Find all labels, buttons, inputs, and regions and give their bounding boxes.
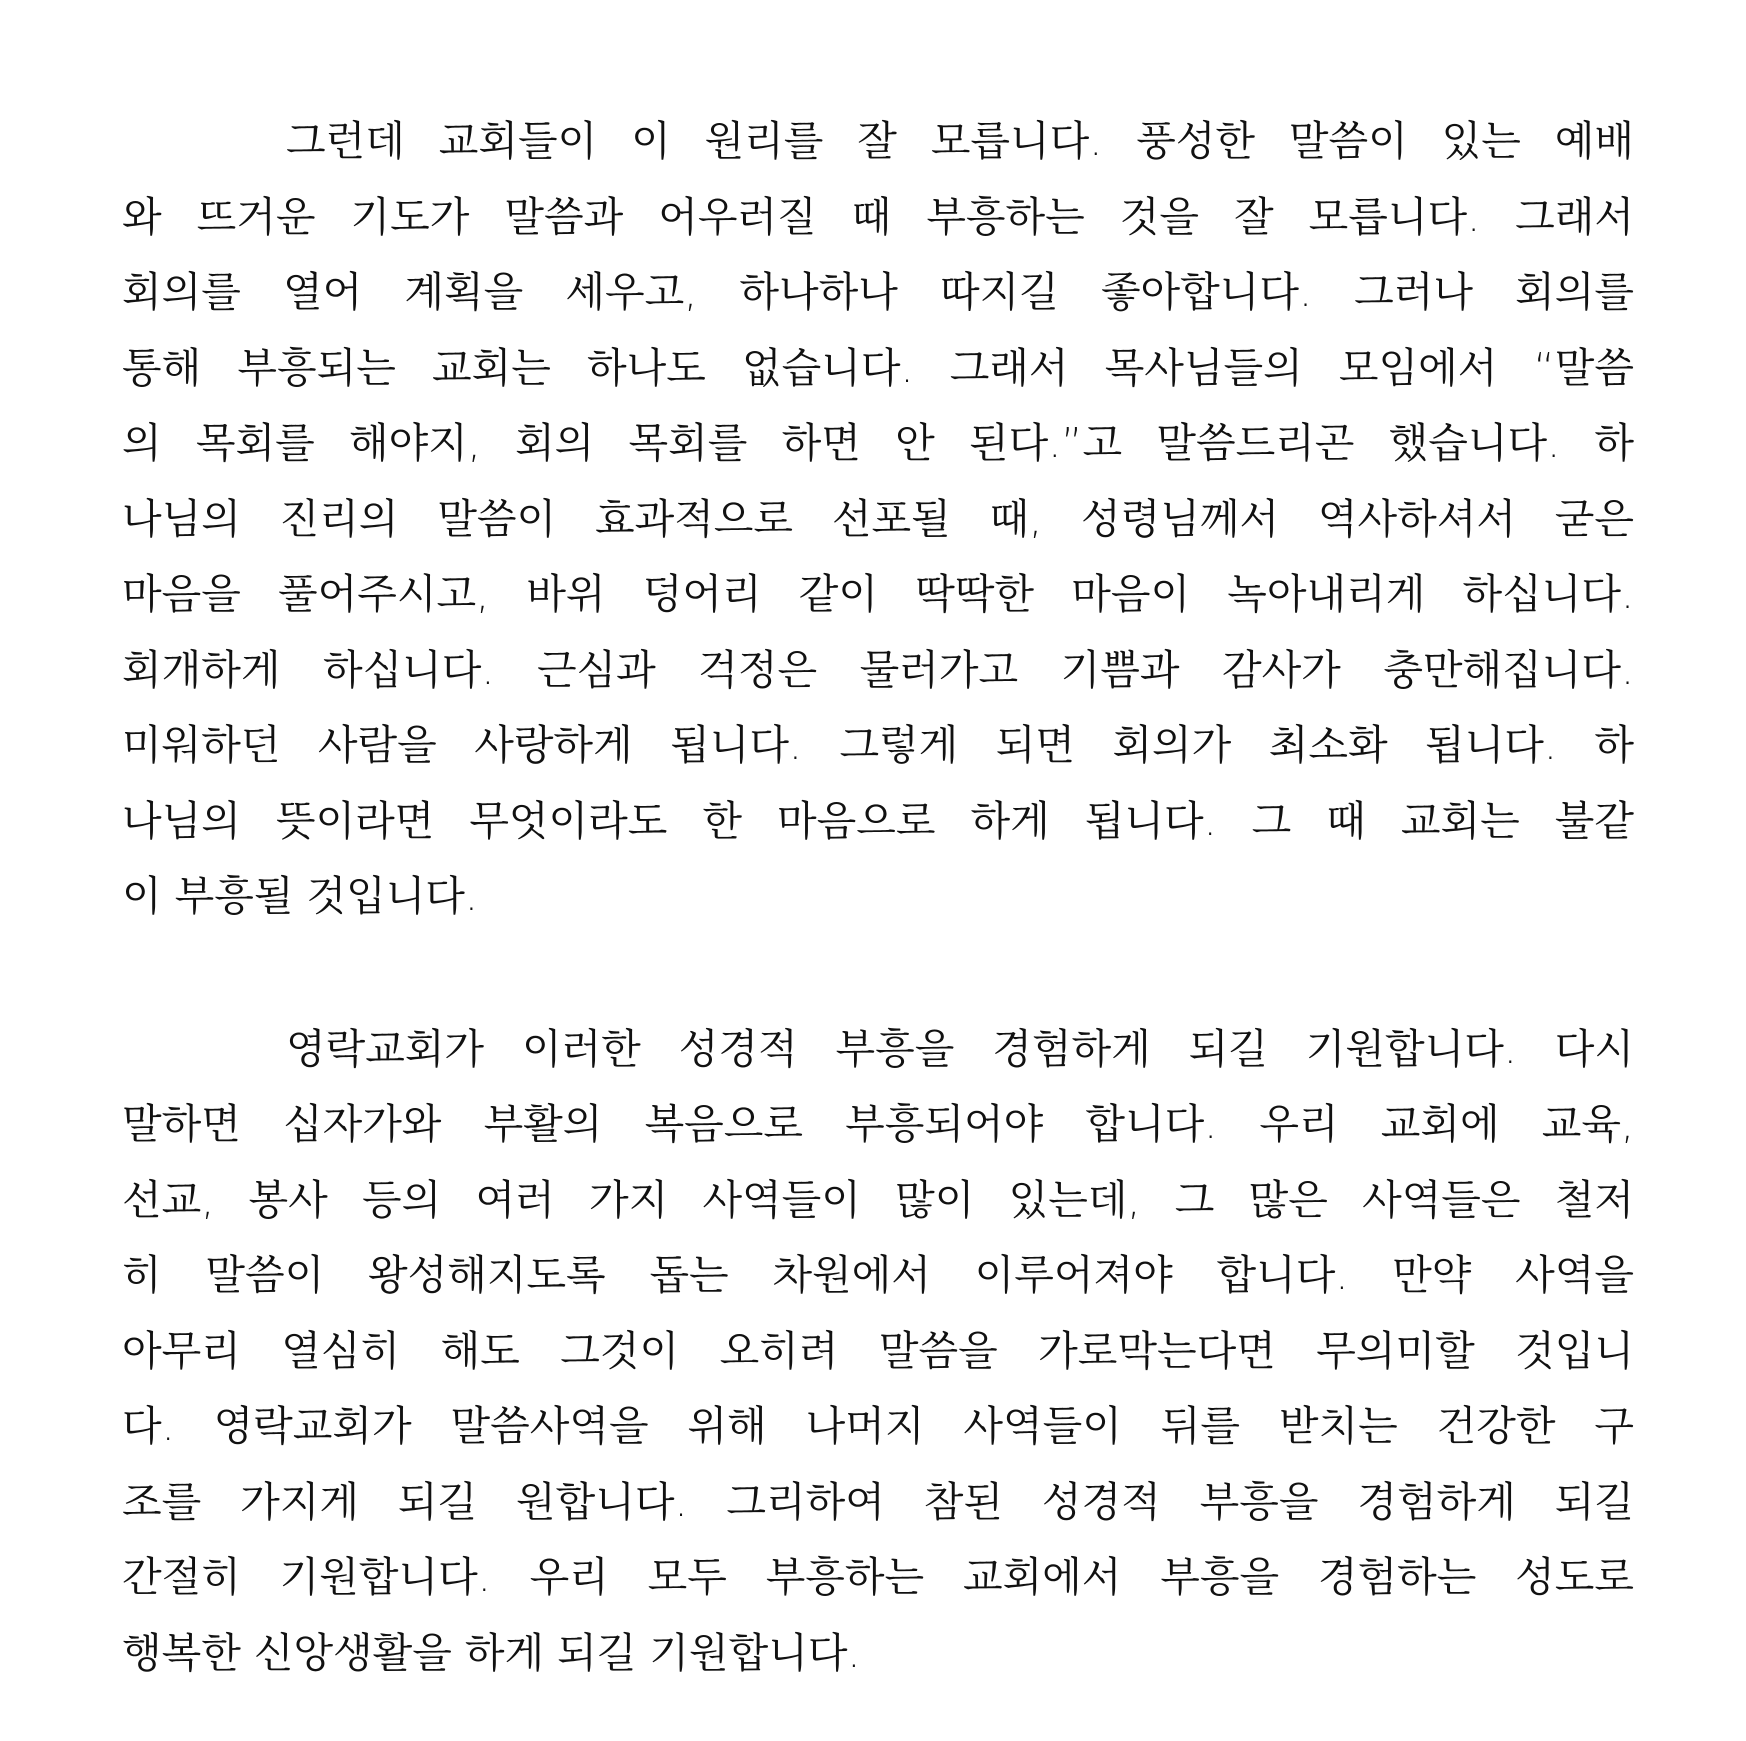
text-line: 말하면 십자가와 부활의 복음으로 부흥되어야 합니다. 우리 교회에 교육, bbox=[122, 1100, 1634, 1148]
text-line: 회개하게 하십니다. 근심과 걱정은 물러가고 기쁨과 감사가 충만해집니다. bbox=[122, 645, 1634, 694]
document-page bbox=[122, 104, 1634, 1691]
text-line: 조를 가지게 되길 원합니다. 그리하여 참된 성경적 부흥을 경험하게 되길 bbox=[122, 1477, 1634, 1526]
text-line: 이 부흥될 것입니다. bbox=[122, 872, 478, 920]
text-line: 마음을 풀어주시고, 바위 덩어리 같이 딱딱한 마음이 녹아내리게 하십니다. bbox=[122, 570, 1634, 618]
text-line: 그런데 교회들이 이 원리를 잘 모릅니다. 풍성한 말씀이 있는 예배 bbox=[286, 117, 1634, 165]
paragraph-2 bbox=[122, 1012, 1634, 1692]
text-line: 회의를 열어 계획을 세우고, 하나하나 따지길 좋아합니다. 그러나 회의를 bbox=[122, 268, 1634, 316]
text-line: 다. 영락교회가 말씀사역을 위해 나머지 사역들이 뒤를 받치는 건강한 구 bbox=[122, 1402, 1634, 1450]
text-line: 의 목회를 해야지, 회의 목회를 하면 안 된다.”고 말씀드리곤 했습니다. 하 bbox=[122, 419, 1634, 467]
text-line: 와 뜨거운 기도가 말씀과 어우러질 때 부흥하는 것을 잘 모릅니다. 그래서 bbox=[122, 192, 1634, 241]
text-line: 선교, 봉사 등의 여러 가지 사역들이 많이 있는데, 그 많은 사역들은 철저 bbox=[122, 1175, 1634, 1224]
text-line: 히 말씀이 왕성해지도록 돕는 차원에서 이루어져야 합니다. 만약 사역을 bbox=[122, 1251, 1634, 1299]
text-line: 간절히 기원합니다. 우리 모두 부흥하는 교회에서 부흥을 경험하는 성도로 bbox=[122, 1553, 1634, 1601]
text-line: 아무리 열심히 해도 그것이 오히려 말씀을 가로막는다면 무의미할 것입니 bbox=[122, 1326, 1634, 1375]
text-line: 나님의 진리의 말씀이 효과적으로 선포될 때, 성령님께서 역사하셔서 굳은 bbox=[122, 494, 1634, 543]
text-line: 영락교회가 이러한 성경적 부흥을 경험하게 되길 기원합니다. 다시 bbox=[286, 1024, 1634, 1073]
text-line: 나님의 뜻이라면 무엇이라도 한 마음으로 하게 됩니다. 그 때 교회는 불같 bbox=[122, 796, 1634, 845]
text-line: 통해 부흥되는 교회는 하나도 없습니다. 그래서 목사님들의 모임에서 “말씀 bbox=[122, 343, 1634, 392]
text-line: 행복한 신앙생활을 하게 되길 기원합니다. bbox=[122, 1628, 861, 1677]
paragraph-1 bbox=[122, 104, 1634, 935]
text-line: 미워하던 사람을 사랑하게 됩니다. 그렇게 되면 회의가 최소화 됩니다. 하 bbox=[122, 721, 1634, 769]
